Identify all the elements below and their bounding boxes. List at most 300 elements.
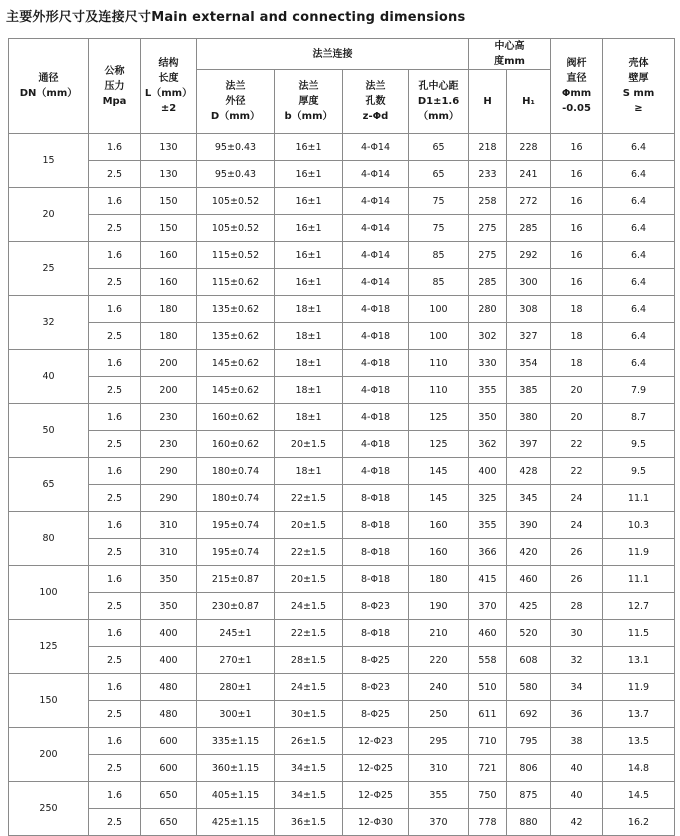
cell-flange-thickness: 18±1 (275, 404, 343, 431)
header-hole-center-line1: 孔中心距 (418, 81, 459, 92)
table-row (9, 134, 675, 161)
cell-flange-od: 95±0.43 (197, 161, 275, 188)
header-h: H (469, 70, 507, 134)
cell-stem-diameter: 24 (551, 512, 603, 539)
cell-hole-center: 65 (409, 134, 469, 161)
cell-h: 280 (469, 296, 507, 323)
cell-flange-holes: 4-Φ18 (343, 350, 409, 377)
cell-flange-holes: 8-Φ25 (343, 647, 409, 674)
cell-wall-thickness: 12.7 (603, 593, 675, 620)
cell-flange-od: 360±1.15 (197, 755, 275, 782)
cell-flange-thickness: 22±1.5 (275, 539, 343, 566)
cell-h: 415 (469, 566, 507, 593)
cell-flange-thickness: 16±1 (275, 134, 343, 161)
header-hole-center-line2: D1±1.6 (417, 96, 460, 107)
cell-flange-thickness: 28±1.5 (275, 647, 343, 674)
cell-flange-od: 145±0.62 (197, 350, 275, 377)
cell-wall-thickness: 6.4 (603, 134, 675, 161)
header-length-line2: 长度 (158, 73, 179, 84)
dimensions-table (8, 38, 675, 836)
cell-flange-thickness: 22±1.5 (275, 620, 343, 647)
header-dn-line2: DN（mm） (19, 88, 78, 99)
cell-h1: 795 (507, 728, 551, 755)
cell-wall-thickness: 13.7 (603, 701, 675, 728)
header-flange-od-line3: D（mm） (210, 111, 261, 122)
cell-pressure: 2.5 (89, 755, 141, 782)
cell-pressure: 1.6 (89, 296, 141, 323)
cell-flange-thickness: 18±1 (275, 323, 343, 350)
cell-hole-center: 110 (409, 350, 469, 377)
cell-pressure: 2.5 (89, 485, 141, 512)
table-row (9, 269, 675, 296)
cell-h: 275 (469, 242, 507, 269)
cell-dn: 150 (9, 674, 89, 728)
cell-pressure: 1.6 (89, 620, 141, 647)
header-flange-thickness-line2: 厚度 (298, 96, 319, 107)
header-hole-center-line3: （mm） (418, 111, 459, 122)
cell-stem-diameter: 16 (551, 269, 603, 296)
cell-h1: 806 (507, 755, 551, 782)
cell-wall-thickness: 16.2 (603, 809, 675, 836)
cell-hole-center: 100 (409, 323, 469, 350)
cell-length: 600 (141, 755, 197, 782)
table-row (9, 404, 675, 431)
table-row (9, 323, 675, 350)
table-row (9, 782, 675, 809)
cell-length: 230 (141, 431, 197, 458)
header-wall-line1: 壳体 (628, 58, 649, 69)
cell-dn: 20 (9, 188, 89, 242)
header-center-height-line2: 度mm (494, 56, 525, 67)
cell-length: 150 (141, 188, 197, 215)
cell-wall-thickness: 9.5 (603, 431, 675, 458)
cell-flange-holes: 4-Φ14 (343, 134, 409, 161)
table-row (9, 593, 675, 620)
cell-dn: 80 (9, 512, 89, 566)
cell-h1: 272 (507, 188, 551, 215)
cell-h1: 300 (507, 269, 551, 296)
cell-stem-diameter: 32 (551, 647, 603, 674)
table-row (9, 755, 675, 782)
cell-flange-thickness: 20±1.5 (275, 566, 343, 593)
cell-flange-holes: 4-Φ18 (343, 296, 409, 323)
cell-stem-diameter: 26 (551, 566, 603, 593)
header-dn (9, 39, 89, 134)
cell-flange-holes: 8-Φ18 (343, 512, 409, 539)
cell-h1: 390 (507, 512, 551, 539)
cell-flange-thickness: 26±1.5 (275, 728, 343, 755)
header-wall-line3: S mm (622, 88, 655, 99)
cell-length: 150 (141, 215, 197, 242)
cell-h: 460 (469, 620, 507, 647)
header-pressure (89, 39, 141, 134)
cell-pressure: 1.6 (89, 188, 141, 215)
table-row (9, 296, 675, 323)
cell-flange-thickness: 34±1.5 (275, 782, 343, 809)
cell-h1: 308 (507, 296, 551, 323)
cell-pressure: 1.6 (89, 350, 141, 377)
cell-flange-holes: 12-Φ23 (343, 728, 409, 755)
header-stem-line2: 直径 (566, 73, 587, 84)
cell-pressure: 1.6 (89, 728, 141, 755)
cell-pressure: 2.5 (89, 377, 141, 404)
cell-wall-thickness: 11.1 (603, 485, 675, 512)
header-center-height (469, 39, 551, 70)
cell-pressure: 1.6 (89, 566, 141, 593)
cell-length: 230 (141, 404, 197, 431)
cell-h: 355 (469, 377, 507, 404)
cell-dn: 250 (9, 782, 89, 836)
cell-pressure: 1.6 (89, 242, 141, 269)
cell-hole-center: 355 (409, 782, 469, 809)
cell-flange-holes: 8-Φ25 (343, 701, 409, 728)
table-row (9, 188, 675, 215)
cell-length: 350 (141, 566, 197, 593)
cell-hole-center: 160 (409, 512, 469, 539)
cell-h1: 425 (507, 593, 551, 620)
cell-pressure: 2.5 (89, 323, 141, 350)
cell-stem-diameter: 22 (551, 431, 603, 458)
cell-h: 611 (469, 701, 507, 728)
cell-wall-thickness: 9.5 (603, 458, 675, 485)
cell-pressure: 1.6 (89, 674, 141, 701)
cell-flange-holes: 4-Φ14 (343, 215, 409, 242)
cell-flange-od: 335±1.15 (197, 728, 275, 755)
cell-pressure: 1.6 (89, 404, 141, 431)
cell-length: 400 (141, 620, 197, 647)
cell-h1: 228 (507, 134, 551, 161)
cell-flange-thickness: 18±1 (275, 350, 343, 377)
cell-hole-center: 295 (409, 728, 469, 755)
cell-flange-thickness: 16±1 (275, 242, 343, 269)
header-length-line1: 结构 (158, 58, 179, 69)
cell-flange-od: 105±0.52 (197, 188, 275, 215)
header-center-height-line1: 中心高 (494, 41, 525, 52)
cell-wall-thickness: 11.9 (603, 674, 675, 701)
cell-stem-diameter: 20 (551, 404, 603, 431)
table-row (9, 377, 675, 404)
cell-flange-holes: 12-Φ25 (343, 755, 409, 782)
cell-h1: 285 (507, 215, 551, 242)
cell-h1: 385 (507, 377, 551, 404)
cell-wall-thickness: 7.9 (603, 377, 675, 404)
cell-hole-center: 110 (409, 377, 469, 404)
cell-flange-od: 115±0.62 (197, 269, 275, 296)
table-row (9, 620, 675, 647)
cell-flange-thickness: 16±1 (275, 215, 343, 242)
header-h1: H₁ (507, 70, 551, 134)
cell-pressure: 2.5 (89, 701, 141, 728)
cell-flange-od: 95±0.43 (197, 134, 275, 161)
cell-flange-thickness: 20±1.5 (275, 512, 343, 539)
table-row (9, 512, 675, 539)
cell-h1: 880 (507, 809, 551, 836)
cell-length: 480 (141, 701, 197, 728)
cell-stem-diameter: 34 (551, 674, 603, 701)
cell-wall-thickness: 8.7 (603, 404, 675, 431)
table-row (9, 242, 675, 269)
cell-length: 350 (141, 593, 197, 620)
cell-flange-od: 425±1.15 (197, 809, 275, 836)
cell-h1: 397 (507, 431, 551, 458)
cell-flange-od: 160±0.62 (197, 404, 275, 431)
cell-hole-center: 125 (409, 404, 469, 431)
cell-hole-center: 190 (409, 593, 469, 620)
cell-dn: 65 (9, 458, 89, 512)
cell-dn: 40 (9, 350, 89, 404)
cell-wall-thickness: 10.3 (603, 512, 675, 539)
cell-h: 710 (469, 728, 507, 755)
cell-stem-diameter: 40 (551, 782, 603, 809)
table-row (9, 674, 675, 701)
cell-length: 200 (141, 377, 197, 404)
table-row (9, 728, 675, 755)
cell-pressure: 2.5 (89, 215, 141, 242)
cell-hole-center: 85 (409, 269, 469, 296)
cell-flange-od: 405±1.15 (197, 782, 275, 809)
cell-flange-holes: 12-Φ30 (343, 809, 409, 836)
cell-dn: 100 (9, 566, 89, 620)
cell-hole-center: 145 (409, 458, 469, 485)
cell-stem-diameter: 36 (551, 701, 603, 728)
cell-h: 285 (469, 269, 507, 296)
cell-length: 200 (141, 350, 197, 377)
header-stem-line4: -0.05 (562, 103, 591, 114)
header-wall-line4: ≥ (634, 103, 643, 114)
cell-dn: 32 (9, 296, 89, 350)
cell-stem-diameter: 16 (551, 188, 603, 215)
table-row (9, 647, 675, 674)
header-hole-center (409, 70, 469, 134)
cell-stem-diameter: 42 (551, 809, 603, 836)
cell-stem-diameter: 38 (551, 728, 603, 755)
cell-stem-diameter: 24 (551, 485, 603, 512)
cell-flange-od: 300±1 (197, 701, 275, 728)
cell-flange-holes: 4-Φ14 (343, 188, 409, 215)
cell-h: 400 (469, 458, 507, 485)
cell-pressure: 2.5 (89, 269, 141, 296)
cell-flange-thickness: 36±1.5 (275, 809, 343, 836)
cell-wall-thickness: 6.4 (603, 269, 675, 296)
cell-hole-center: 250 (409, 701, 469, 728)
cell-h1: 580 (507, 674, 551, 701)
header-flange-od-line1: 法兰 (225, 81, 246, 92)
cell-length: 310 (141, 512, 197, 539)
cell-hole-center: 160 (409, 539, 469, 566)
cell-flange-thickness: 30±1.5 (275, 701, 343, 728)
cell-flange-od: 135±0.62 (197, 323, 275, 350)
header-flange-thickness-line3: b（mm） (284, 111, 333, 122)
cell-length: 600 (141, 728, 197, 755)
cell-length: 290 (141, 485, 197, 512)
cell-flange-thickness: 18±1 (275, 458, 343, 485)
cell-stem-diameter: 20 (551, 377, 603, 404)
cell-flange-holes: 4-Φ14 (343, 269, 409, 296)
cell-h1: 692 (507, 701, 551, 728)
cell-flange-holes: 4-Φ18 (343, 458, 409, 485)
cell-h: 350 (469, 404, 507, 431)
cell-wall-thickness: 6.4 (603, 296, 675, 323)
cell-flange-thickness: 24±1.5 (275, 593, 343, 620)
cell-h1: 520 (507, 620, 551, 647)
header-stem-line3: Φmm (561, 88, 592, 99)
cell-wall-thickness: 6.4 (603, 188, 675, 215)
cell-pressure: 1.6 (89, 134, 141, 161)
cell-dn: 125 (9, 620, 89, 674)
cell-hole-center: 210 (409, 620, 469, 647)
header-length-line4: ±2 (160, 103, 177, 114)
cell-h: 330 (469, 350, 507, 377)
cell-flange-holes: 8-Φ18 (343, 485, 409, 512)
header-pressure-line2: 压力 (104, 80, 125, 92)
cell-flange-od: 115±0.52 (197, 242, 275, 269)
header-flange-holes-line3: z-Φd (362, 111, 389, 122)
cell-flange-od: 105±0.52 (197, 215, 275, 242)
cell-flange-thickness: 24±1.5 (275, 674, 343, 701)
header-length (141, 39, 197, 134)
cell-h: 370 (469, 593, 507, 620)
cell-length: 160 (141, 242, 197, 269)
cell-h: 302 (469, 323, 507, 350)
cell-stem-diameter: 28 (551, 593, 603, 620)
cell-flange-thickness: 18±1 (275, 296, 343, 323)
cell-wall-thickness: 11.9 (603, 539, 675, 566)
cell-stem-diameter: 16 (551, 242, 603, 269)
cell-flange-thickness: 22±1.5 (275, 485, 343, 512)
cell-h1: 875 (507, 782, 551, 809)
cell-hole-center: 180 (409, 566, 469, 593)
table-row (9, 485, 675, 512)
table-row (9, 215, 675, 242)
cell-flange-holes: 8-Φ18 (343, 539, 409, 566)
cell-h: 778 (469, 809, 507, 836)
cell-flange-od: 195±0.74 (197, 512, 275, 539)
cell-stem-diameter: 18 (551, 323, 603, 350)
cell-flange-od: 135±0.62 (197, 296, 275, 323)
cell-stem-diameter: 18 (551, 350, 603, 377)
cell-flange-od: 270±1 (197, 647, 275, 674)
cell-h: 325 (469, 485, 507, 512)
cell-wall-thickness: 6.4 (603, 215, 675, 242)
cell-flange-holes: 4-Φ18 (343, 323, 409, 350)
cell-wall-thickness: 6.4 (603, 242, 675, 269)
cell-flange-od: 245±1 (197, 620, 275, 647)
cell-h: 750 (469, 782, 507, 809)
cell-pressure: 1.6 (89, 458, 141, 485)
cell-flange-od: 160±0.62 (197, 431, 275, 458)
header-stem-line1: 阀杆 (566, 58, 587, 69)
cell-pressure: 2.5 (89, 539, 141, 566)
header-flange-od-line2: 外径 (225, 96, 246, 107)
cell-flange-holes: 8-Φ23 (343, 674, 409, 701)
cell-stem-diameter: 26 (551, 539, 603, 566)
cell-flange-thickness: 16±1 (275, 188, 343, 215)
cell-stem-diameter: 30 (551, 620, 603, 647)
cell-dn: 200 (9, 728, 89, 782)
cell-flange-thickness: 18±1 (275, 377, 343, 404)
cell-length: 180 (141, 296, 197, 323)
cell-length: 400 (141, 647, 197, 674)
cell-flange-od: 180±0.74 (197, 458, 275, 485)
cell-flange-holes: 4-Φ14 (343, 161, 409, 188)
cell-h: 233 (469, 161, 507, 188)
header-flange-holes-line1: 法兰 (365, 81, 386, 92)
table-row (9, 458, 675, 485)
header-wall-line2: 壁厚 (628, 73, 649, 84)
cell-hole-center: 220 (409, 647, 469, 674)
header-length-line3: L（mm） (144, 88, 193, 99)
cell-flange-holes: 4-Φ18 (343, 377, 409, 404)
cell-flange-od: 280±1 (197, 674, 275, 701)
page-title: 主要外形尺寸及连接尺寸Main external and connecting dimensions (6, 10, 466, 25)
cell-h: 218 (469, 134, 507, 161)
table-row (9, 161, 675, 188)
cell-hole-center: 100 (409, 296, 469, 323)
cell-pressure: 2.5 (89, 431, 141, 458)
cell-wall-thickness: 13.5 (603, 728, 675, 755)
cell-flange-od: 145±0.62 (197, 377, 275, 404)
cell-h1: 345 (507, 485, 551, 512)
cell-h: 275 (469, 215, 507, 242)
cell-flange-od: 230±0.87 (197, 593, 275, 620)
cell-h: 258 (469, 188, 507, 215)
cell-wall-thickness: 6.4 (603, 161, 675, 188)
cell-length: 180 (141, 323, 197, 350)
cell-h: 366 (469, 539, 507, 566)
cell-flange-thickness: 16±1 (275, 161, 343, 188)
cell-flange-thickness: 20±1.5 (275, 431, 343, 458)
cell-pressure: 1.6 (89, 512, 141, 539)
cell-flange-holes: 4-Φ14 (343, 242, 409, 269)
cell-pressure: 2.5 (89, 647, 141, 674)
header-stem (551, 39, 603, 134)
cell-flange-od: 195±0.74 (197, 539, 275, 566)
cell-h: 355 (469, 512, 507, 539)
cell-h1: 460 (507, 566, 551, 593)
cell-pressure: 2.5 (89, 809, 141, 836)
cell-hole-center: 65 (409, 161, 469, 188)
cell-pressure: 2.5 (89, 593, 141, 620)
cell-flange-thickness: 16±1 (275, 269, 343, 296)
cell-flange-holes: 8-Φ23 (343, 593, 409, 620)
header-flange-od (197, 70, 275, 134)
cell-wall-thickness: 6.4 (603, 350, 675, 377)
table-row (9, 350, 675, 377)
header-flange-thickness-line1: 法兰 (298, 81, 319, 92)
cell-hole-center: 240 (409, 674, 469, 701)
cell-h1: 420 (507, 539, 551, 566)
cell-wall-thickness: 13.1 (603, 647, 675, 674)
cell-h1: 354 (507, 350, 551, 377)
table-row (9, 701, 675, 728)
cell-hole-center: 125 (409, 431, 469, 458)
table-row (9, 809, 675, 836)
cell-stem-diameter: 16 (551, 161, 603, 188)
cell-length: 480 (141, 674, 197, 701)
cell-flange-holes: 4-Φ18 (343, 404, 409, 431)
cell-wall-thickness: 14.8 (603, 755, 675, 782)
cell-h1: 292 (507, 242, 551, 269)
cell-hole-center: 85 (409, 242, 469, 269)
header-wall (603, 39, 675, 134)
header-pressure-line1: 公称 (104, 65, 125, 77)
cell-flange-holes: 12-Φ25 (343, 782, 409, 809)
cell-pressure: 1.6 (89, 782, 141, 809)
header-pressure-line3: Mpa (102, 95, 127, 107)
cell-h: 362 (469, 431, 507, 458)
cell-dn: 50 (9, 404, 89, 458)
cell-dn: 15 (9, 134, 89, 188)
